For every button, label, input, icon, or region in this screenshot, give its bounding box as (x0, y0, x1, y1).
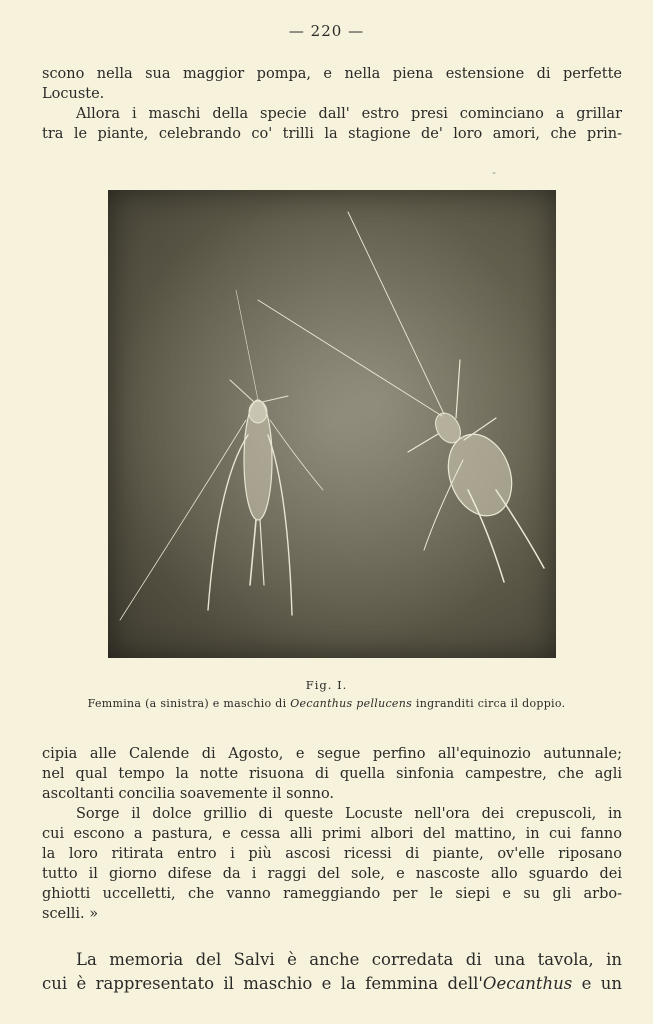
text-line: scelli. » (42, 906, 99, 922)
text-line: Locuste. (42, 86, 105, 102)
text-line: ascoltanti concilia soavemente il sonno. (42, 786, 335, 802)
species-name: Oecanthus (482, 974, 573, 993)
stray-mark: ˜ (492, 172, 496, 181)
text-line: tutto il giorno difese da i raggi del sole, e nascoste allo sguardo dei (42, 866, 622, 882)
figure-label: Fig. I. (305, 678, 348, 692)
text-span: cui è rappresentato il maschio e la femmina dell' (42, 974, 483, 993)
final-text-block (42, 948, 622, 996)
page-number: — 220 — (288, 22, 365, 40)
text-line: ghiotti uccelletti, che vanno rameggiando per le siepi e su gli arbo- (42, 886, 622, 902)
text-line: scono nella sua maggior pompa, e nella piena estensione di perfette (42, 66, 622, 82)
text-line: tra le piante, celebrando co' trilli la stagione de' loro amori, che prin- (42, 126, 622, 142)
text-line: la loro ritirata entro i più ascosi ricessi di piante, ov'elle riposano (42, 846, 622, 862)
cricket-illustration (108, 190, 556, 658)
text-line: cui escono a pastura, e cessa alli primi albori del mattino, in cui fanno (42, 826, 622, 842)
text-line (42, 972, 622, 996)
text-line: nel qual tempo la notte risuona di quella sinfonia campestre, che agli (42, 766, 622, 782)
text-line: Sorge il dolce grillio di queste Locuste nell'ora dei crepuscoli, in (76, 806, 622, 822)
text-span: e un (572, 974, 623, 993)
caption-text: Femmina (a sinistra) e maschio di (87, 697, 291, 710)
photo-glow (108, 190, 556, 658)
text-line: Allora i maschi della specie dall' estro presi cominciano a grillar (76, 106, 622, 122)
bottom-text-block (42, 744, 622, 924)
cricket-photograph (108, 190, 556, 658)
text-line: cipia alle Calende di Agosto, e segue perfino all'equinozio autunnale; (42, 746, 622, 762)
top-text-block (42, 64, 622, 144)
caption-text: ingranditi circa il doppio. (412, 697, 566, 710)
text-line: La memoria del Salvi è anche corredata di una tavola, in (76, 950, 622, 969)
caption-species: Oecanthus pellucens (290, 697, 413, 710)
figure-caption (0, 697, 653, 710)
